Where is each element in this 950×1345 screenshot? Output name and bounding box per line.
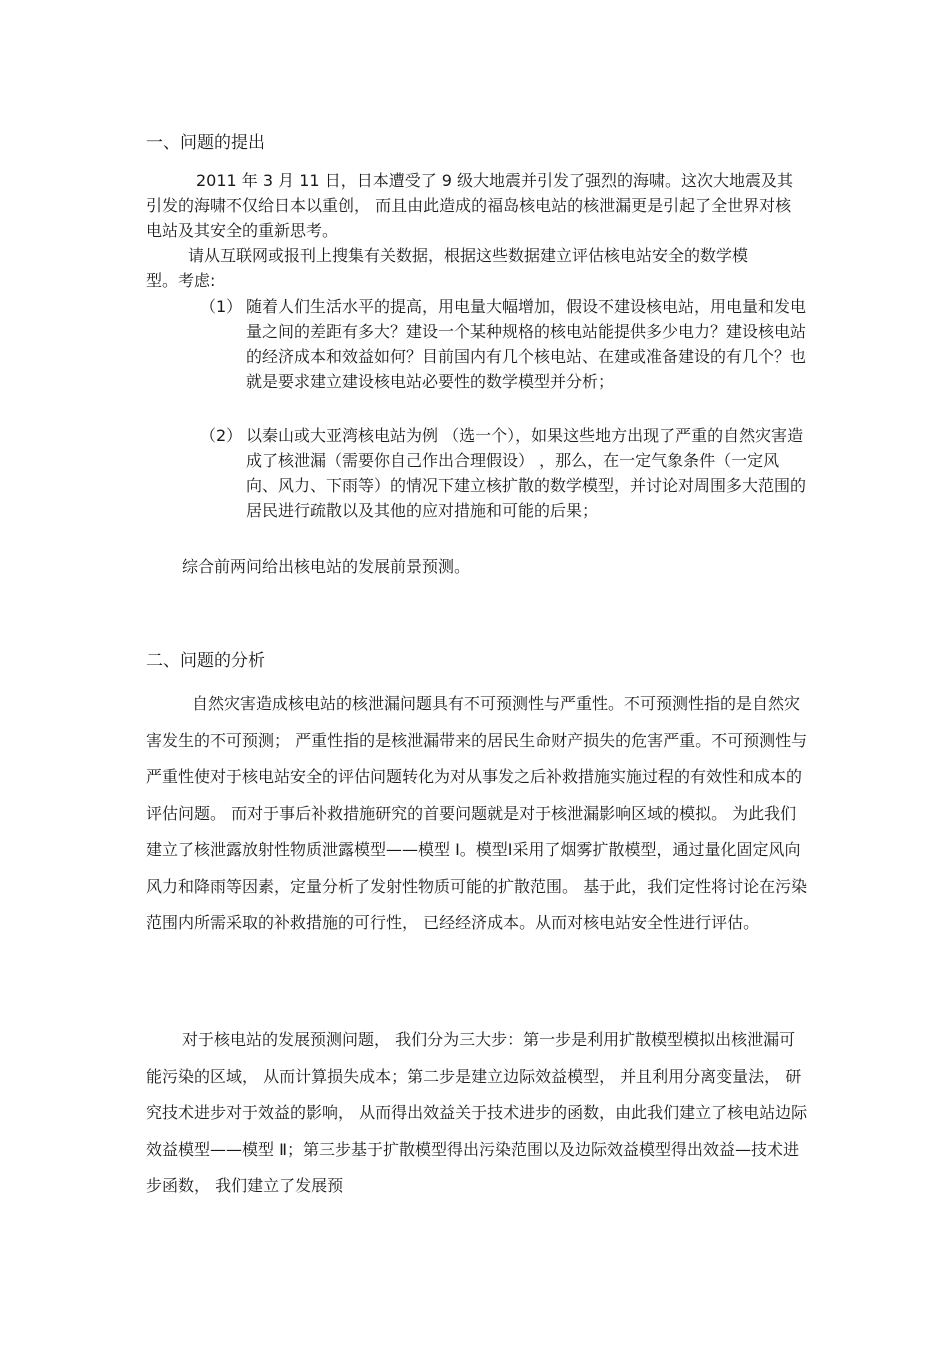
section-1-heading: 一、问题的提出 — [146, 133, 265, 153]
question-item-2 — [200, 423, 810, 523]
section-2-paragraph-2: 对于核电站的发展预测问题， 我们分为三大步：第一步是利用扩散模型模拟出核泄漏可能污染的区域， 从而计算损失成本；第二步是建立边际效益模型， 并且利用分离变量法， 研究技术进步对于效益的影响， 从而得出效益关于技术进步的函数，由此我们建立了核电站边际效益模型——模型 Ⅱ；第三步基于扩散模型得出污染范围以及边际效益模型得出效益—技术进步函数， 我们建立了发展预 — [146, 1030, 808, 1195]
section-1-paragraph-1: 2011 年 3 月 11 日，日本遭受了 9 级大地震并引发了强烈的海啸。这次大地震及其引发的海啸不仅给日本以重创， 而且由此造成的福岛核电站的核泄漏更是引起了全世界对核电站及其安全的重新思考。 — [146, 171, 794, 240]
section-2-heading: 二、问题的分析 — [146, 651, 265, 671]
question-item-1-number: （1） — [200, 297, 243, 316]
question-item-2-number: （2） — [200, 426, 243, 445]
section-2-paragraph-1: 自然灾害造成核电站的核泄漏问题具有不可预测性与严重性。不可预测性指的是自然灾害发生的不可预测； 严重性指的是核泄漏带来的居民生命财产损失的危害严重。不可预测性与严重性使对于核电站安全的评估问题转化为对从事发之后补救措施实施过程的有效性和成本的评估问题。 而对于事后补救措施研究的首要问题就是对于核泄漏影响区域的模拟。 为此我们建立了核泄露放射性物质泄露模型——模型 Ⅰ。模型Ⅰ采用了烟雾扩散模型，通过量化固定风向风力和降雨等因素，定量分析了发射性物质可能的扩散范围。 基于此，我们定性将讨论在污染范围内所需采取的补救措施的可行性， 已经经济成本。从而对核电站安全性进行评估。 — [146, 694, 808, 932]
question-item-2-text: 以秦山或大亚湾核电站为例 （选一个），如果这些地方出现了严重的自然灾害造成了核泄漏（需要你自己作出合理假设） ，那么，在一定气象条件（一定风向、风力、下雨等）的情况下建立核扩散的数学模型，并讨论对周围多大范围的居民进行疏散以及其他的应对措施和可能的后果； — [246, 426, 807, 520]
question-item-1 — [200, 294, 810, 394]
section-1-paragraph-2: 请从互联网或报刊上搜集有关数据，根据这些数据建立评估核电站安全的数学模型。考虑: — [146, 246, 749, 290]
question-item-1-text: 随着人们生活水平的提高，用电量大幅增加，假设不建设核电站，用电量和发电量之间的差距有多大？建设一个某种规格的核电站能提供多少电力？建设核电站的经济成本和效益如何？目前国内有几个核电站、在建或准备建设的有几个？也就是要求建立建设核电站必要性的数学模型并分析； — [246, 297, 807, 391]
section-1-conclusion: 综合前两问给出核电站的发展前景预测。 — [182, 557, 471, 576]
